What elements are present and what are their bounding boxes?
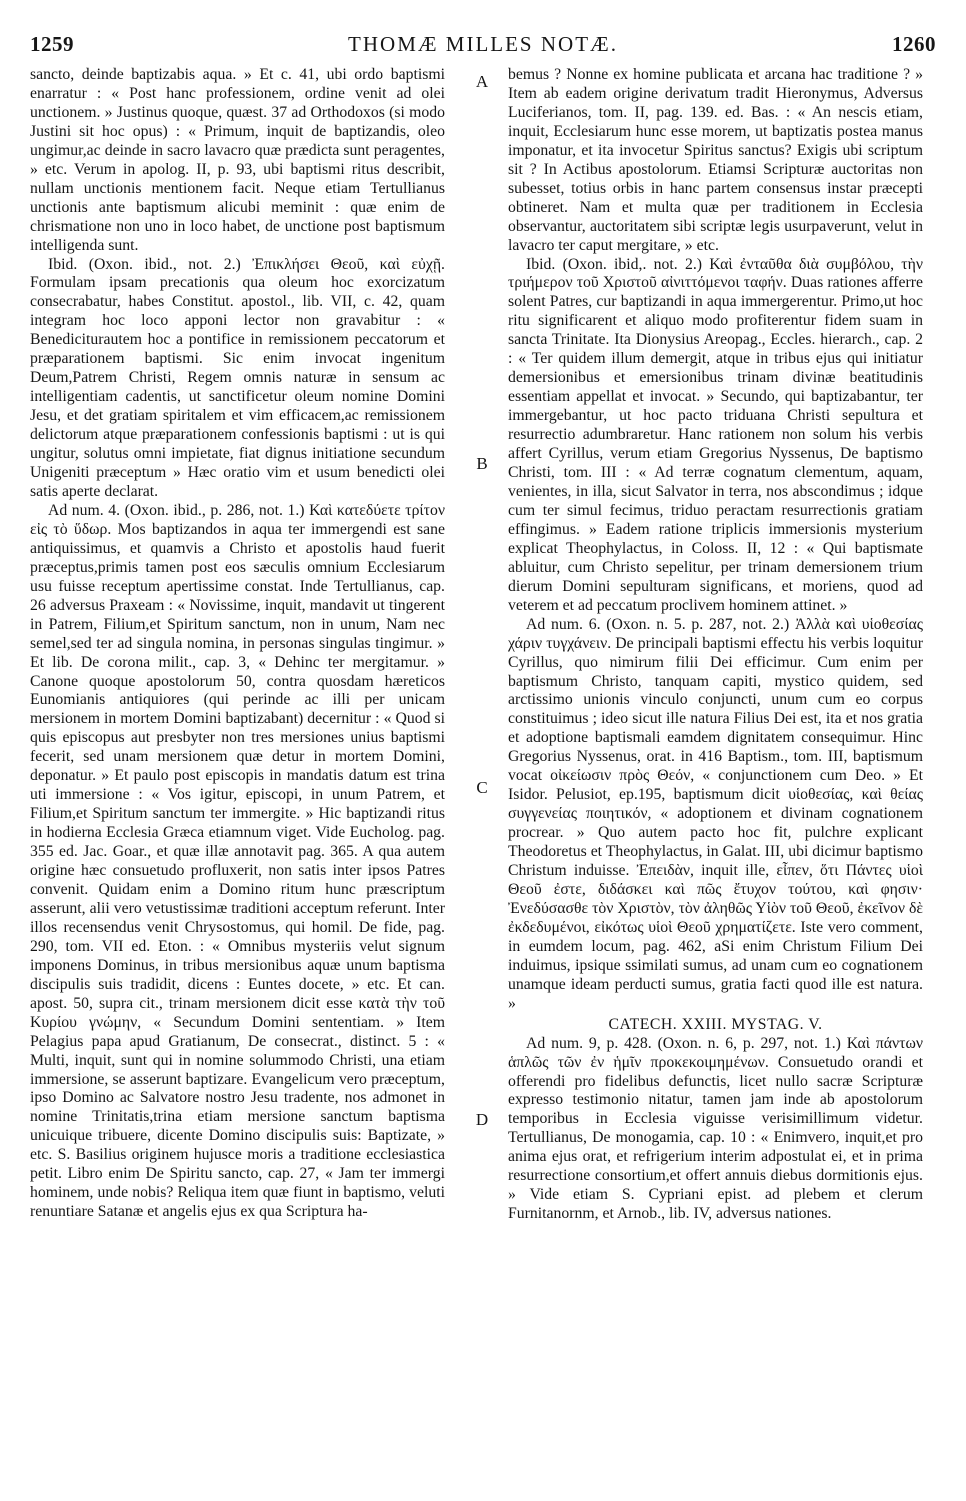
left-paragraph-3: Ad num. 4. (Oxon. ibid., p. 286, not. 1.) Καὶ κατεδύετε τρίτον εἰς τὸ ὕδωρ. Mos baptizandos in aqua ter immergendi est sane antiquissimus, et quamvis a Christo et apostolis haud fuerit præceptus,primis tamen post eos sæculis omnium Ecclesiarum usu fuisse receptum apertissime constat. Inde Tertullianus, cap. 26 adversus Praxeam : « Novissime, inquit, mandavit ut tingerent in Patrem, Filium,et Spiritum sanctum, non in unum, Nam nec semel,sed ter ad singula nomina, in personas singulas tingimur. » Et lib. De corona milit., cap. 3, « Dehinc ter mergitamur. » Canone quoque apostolorum 50, contra quosdam hæreticos Eunomianis antiquiores (qui perinde ac illi per unicam mersionem in mortem Domini baptizabant) decernitur : « Quod si quis episcopus aut presbyter non tres mersiones unius baptismi fecerit, sed unam mersionem quæ detur in mortem Domini, deponatur. » Et paulo post episcopis in mandatis datum est trina uti immersione : « Vos igitur, episcopi, in unum Patrem, et Filium,et Spiritum sanctum ter immergite. » Hic baptizandi ritus in hodierna Ecclesia Græca etiamnum viget. Vide Eucholog. pag. 355 ed. Jac. Goar., et quæ illæ annotavit pag. 365. A qua autem origine hæc consuetudo profluxerit, non satis inter ipsos Patres convenit. Quidam enim a Domino ritum hunc præscriptum asserunt, alii vero vetustissimæ traditioni acceptum referunt. Inter illos recensendus venit Chrysostomus, qui homil. De fide, pag. 290, tom. VII ed. Eton. : « Omnibus mysteriis velut signum imponens Dominus, in tribus mersionibus aquæ unum baptisma discipulis suis tradidit, dicens : Euntes docete, » etc. Et can. apost. 50, supra cit., trinam mersionem dicit esse κατὰ τὴν τοῦ Κυρίου γνώμην, « Secundum Domini sententiam. » Item Pelagius papa apud Gratianum, De consecrat., distinct. 5 : « Multi, inquit, sunt qui in nomine solummodo Christi, una etiam immersione, se asserunt baptizare. Evangelicum vero præceptum, ipso Domino ac Salvatore nostro Jesu tradente, nos admonet in nomine Trinitatis,trina etiam mersione sanctum baptisma unicuique tribuere, dicente Domino discipulis suis: Baptizate, » etc. S. Basilius originem hujusce moris a traditione ecclesiastica petit. Libro enim De Spiritu sancto, cap. 27, « Jam ter immergi hominem, unde nobis? Reliqua item quæ fiunt in baptismo, veluti renuntiare Satanæ et angelis ejus ex qua Scriptura ha- bbox=[30, 501, 445, 1221]
right-paragraph-1: bemus ? Nonne ex homine publicata et arcana hac traditione ? » Item ab eadem origine derivatum tradit Hieronymus, Adversus Luciferianos, tom. II, pag. 139. ed. Bas. : « An nescis etiam, inquit, Ecclesiarum hunc esse morem, ut baptizatis postea manus imponatur, et ita invocetur Spiritus sanctus? Exigis ubi scriptum sit ? In Actibus apostolorum. Etiamsi Scripturæ auctoritas non subesset, totius orbis in hanc partem consensus instar præcepti obtineret. Nam et multa quæ per traditionem in Ecclesia observantur, auctoritatem sibi scriptæ legis usurpaverunt, velut in lavacro ter caput mergitare, » etc. bbox=[508, 66, 923, 254]
page-number-left: 1259 bbox=[30, 32, 74, 56]
page-number-right: 1260 bbox=[891, 32, 936, 56]
running-title: THOMÆ MILLES NOTÆ. bbox=[348, 32, 618, 56]
running-header bbox=[30, 32, 936, 60]
left-column bbox=[30, 66, 445, 1222]
right-paragraph-2: Ibid. (Oxon. ibid,. not. 2.) Καὶ ἐνταῦθα διὰ συμβόλου, τὴν τριήμερον τοῦ Χριστοῦ αἰνιττόμενοι ταφήν. Duas rationes afferre solent Patres, cur baptizandi in aqua immergerentur. Primo,ut hoc ritu significarent et aliquo modo profiterentur fidem suam in sancta Trinitate. Ita Dionysius Areopag., Eccles. hierarch., cap. 2 : « Ter quidem illum demergit, atque in tribus ejus qui initiatur demersionibus et emersionibus trinam divinæ beatitudinis essentiam appellat et invocat. » Secundo, qui baptizabantur, ter immergebantur, ut hoc pacto triduana Christi sepultura et resurrectio adumbraretur. Hanc rationem non solum his verbis affert Cyrillus, verum etiam Gregorius Nyssenus, De baptismo Christi, tom. III : « Ad terræ cognatum clementum, aquam, venientes, in illa, sicut Salvator in terra, nos abscondimus ; idque cum ter simul fecimus, triduo peractam resurrectionis gratiam effingimus. » Eadem ratione triplicis immersionis mysterium explicat Theophylactus, in Coloss. II, 12 : « Qui baptismate abluitur, cum Christo sepelitur, per trinam demersionem trium dierum Domini sepulturam significans, et moriens, quod ad veterem et ad peccatum proclivem hominem attinet. » bbox=[508, 255, 923, 614]
right-column bbox=[508, 66, 923, 1224]
left-paragraph-2: Ibid. (Oxon. ibid., not. 2.) Ἐπικλήσει Θεοῦ, καὶ εὐχῇ. Formulam ipsam precationis qua oleum hoc exorcizatum consecrabatur, habes Constitut. apostol., lib. VII, c. 42, quam integram hoc loco apponi lector non gravabitur : « Benediciturautem hoc a pontifice in remissionem peccatorum et præparationem baptismi. Sic enim invocat ingenitum Deum,Patrem Christi, Regem omnis naturæ in sensum ac intelligentiam cadentis, ut sanctificetur oleum nomine Domini Jesu, et det gratiam spiritalem et vim efficacem,ac remissionem delictorum atque præparationem confessionis baptismi : ut is qui ungitur, solutus omni impietate, fiat dignus initiatione secundum Unigeniti præceptum » Hæc oratio vim et usum benedicti olei satis aperte declarat. bbox=[30, 255, 445, 500]
section-heading: CATECH. XXIII. MYSTAG. V. bbox=[608, 1015, 823, 1033]
margin-letter-c: C bbox=[476, 778, 488, 797]
margin-letter-a: A bbox=[475, 72, 489, 91]
right-paragraph-3: Ad num. 6. (Oxon. n. 5. p. 287, not. 2.) Ἀλλὰ καὶ υἱοθεσίας χάριν τυγχάνειν. De principali baptismi effectu his verbis loquitur Cyrillus, quo nimirum filii Dei efficimur. Cum enim per baptismum Christo, tanquam capiti, mystico quidem, sed arctissimo unionis vinculo conjuncti, unum cum eo corpus constituimus ; ideo sicut ille natura Filius Dei est, ita et nos gratia et adoptione baptismali eamdem dignitatem consequimur. Hinc Gregorius Nyssenus, orat. in 416 Baptism., tom. III, baptismum vocat οἰκείωσιν πρὸς Θεόν, « conjunctionem cum Deo. » Et Isidor. Pelusiot, ep.195, baptismum dicit υἱοθεσίας, καὶ θείας συγγενείας ποιητικόν, « adoptionem et divinam cognationem procrear. » Quo autem pacto hoc fit, pulchre explicant Theodoretus et Theophylactus, in Galat. III, ubi dicimur baptismo Christum induisse. Ἐπειδὰν, inquit ille, εἶπεν, ὅτι Πάντες υἱοὶ Θεοῦ ἐστε, διδάσκει καὶ πῶς ἔτυχον τούτου, καὶ φησιν· Ἐνεδύσασθε τὸν Χριστὸν, τὸν ἀληθῶς Υἱὸν τοῦ Θεοῦ, ἐκεῖνον δὲ ἐκδεδυμένοι, εἰκότως υἱοὶ Θεοῦ χρηματίζετε. Iste vero comment, in eumdem locum, pag. 462, aSi enim Christum Filium Dei induimus, ipsique ssimilati sumus, ad unam cum eo cognationem unamque ideam perducti sumus, gratia facti quod ille est natura. » bbox=[508, 615, 923, 1012]
right-paragraph-4: Ad num. 9, p. 428. (Oxon. n. 6, p. 297, not. 1.) Καὶ πάντων ἁπλῶς τῶν ἐν ἡμῖν προκεκοιμημένων. Consuetudo orandi et offerendi pro fidelibus defunctis, licet nullo sacræ Scripturæ expresso testimonio nitatur, tamen jam inde ab apostolorum temporibus in Ecclesia viguisse verisimillimum videtur. Tertullianus, De monogamia, cap. 10 : « Enimvero, inquit,et pro anima ejus orat, et refrigerium interim adpostulat ei, et in prima resurrectione consortium,et offert annuis diebus dormitionis ejus. » Vide etiam S. Cypriani epist. ad plebem et clerum Furnitanornm, et Arnob., lib. IV, adversus nationes. bbox=[508, 1034, 923, 1223]
left-paragraph-1: sancto, deinde baptizabis aqua. » Et c. 41, ubi ordo baptismi enarratur : « Post hanc professionem, ordine venit ad olei unctionem. » Justinus quoque, quæst. 37 ad Orthodoxos (si modo Justini sit hoc opus) : « Primum, inquit de baptizandis, oleo ungimur,ac deinde in sacro lavacro quæ prædicta sunt peragentes, » etc. Verum in apolog. II, p. 93, ubi baptismi ritus describit, nullam unctionis mentionem facit. Neque etiam Tertullianus unctionis ante baptismum alicubi meminit : quæ enim de chrismatione non uno in loco habet, de unctione post baptismum intelligenda sunt. bbox=[30, 66, 445, 254]
margin-letter-d: D bbox=[475, 1110, 489, 1129]
margin-letter-b: B bbox=[476, 454, 488, 473]
